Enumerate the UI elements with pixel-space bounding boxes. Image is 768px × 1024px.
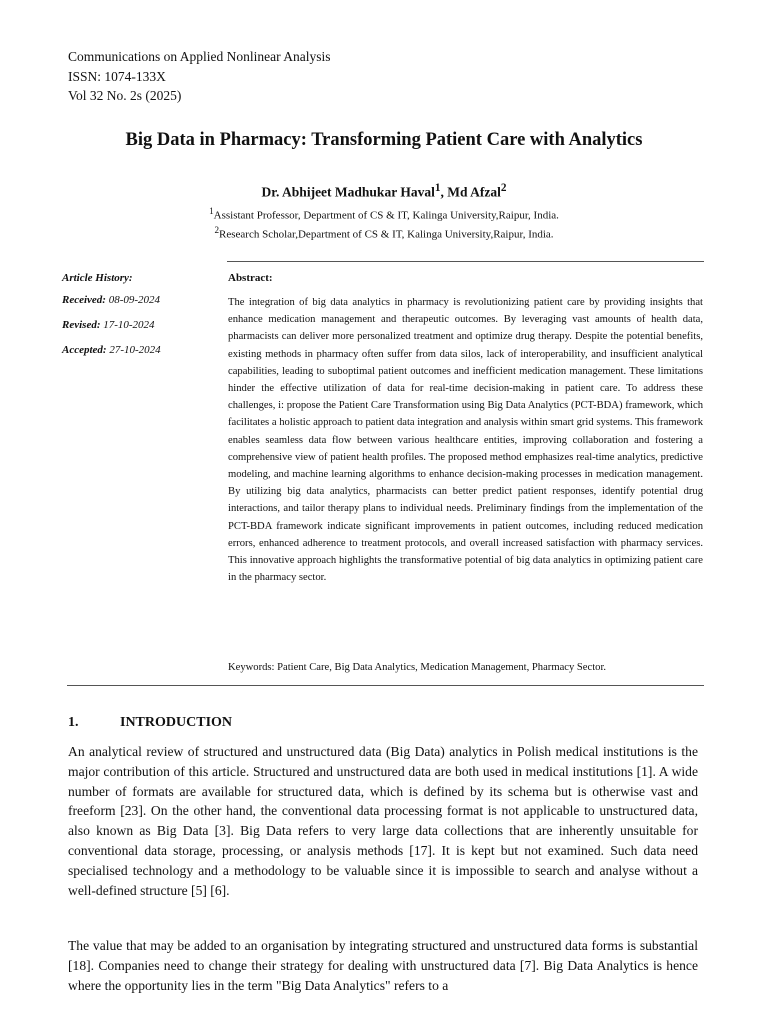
section-number: 1.: [68, 715, 79, 730]
history-received: [62, 294, 160, 306]
affiliation-2-mark: 2: [214, 225, 220, 235]
abstract-text: The integration of big data analytics in pharmacy is revolutionizing patient care by providing insights that enhance medication management and therapeutic outcomes. By leveraging vast amounts of health data, pharmacists can deliver more personalized treatment and optimize drug therapy. Despite the potential benefits, existing methods in pharmacy often suffer from data silos, lack of interoperability, and insufficient analytical capabilities, leading to suboptimal patient outcomes and inefficient medication management. These limitations hinder the effective utilization of data for real-time decision-making in patient care. To address these challenges, i: propose the Patient Care Transformation using Big Data Analytics (PCT-BDA) framework, which facilitates a holistic approach to patient data integration and analysis within smart grid systems. This framework enables seamless data flow between various healthcare entities, improving collaboration and fostering a comprehensive view of patient health profiles. The proposed method emphasizes real-time analytics, predictive modeling, and machine learning algorithms to enhance decision-making processes in medication management. By utilizing big data analytics, pharmacists can better predict patient responses, identify potential drug interactions, and tailor therapy plans to individual needs. Preliminary findings from the implementation of the PCT-BDA framework indicate significant improvements in patient outcomes, including reduced medication errors, enhanced adherence to treatment protocols, and overall increased satisfaction with pharmacy services. This innovative approach highlights the transformative potential of big data analytics in optimizing patient care in the pharmacy sector.: [228, 297, 703, 584]
paper-title: Big Data in Pharmacy: Transforming Patient Care with Analytics: [125, 130, 643, 150]
revised-label: Revised:: [62, 319, 101, 331]
received-date: 08-09-2024: [108, 294, 161, 306]
intro-paragraph-2: The value that may be added to an organisation by integrating structured and unstructured data forms is substantial [18]. Companies need to change their strategy for dealing with unstructured data [7]. Big Data Analytics is hence where the opportunity lies in the term "Big Data Analytics" refers to a: [68, 938, 698, 993]
revised-date: 17-10-2024: [103, 319, 155, 331]
received-label: Received:: [62, 294, 106, 306]
author-separator: ,: [440, 184, 448, 200]
section-title: INTRODUCTION: [120, 715, 233, 730]
journal-issn: ISSN: 1074-133X: [68, 68, 166, 84]
affiliation-2-text: Research Scholar,Department of CS & IT, Kalinga University,Raipur, India.: [219, 228, 554, 241]
author-2-mark: 2: [500, 182, 507, 194]
abstract-bottom-rule: [67, 685, 704, 686]
abstract-top-rule: [227, 261, 704, 262]
author-line: [40, 179, 728, 202]
journal-header: [68, 47, 330, 106]
abstract-heading: Abstract:: [228, 272, 273, 284]
accepted-label: Accepted:: [62, 344, 107, 356]
affiliation-1-text: Assistant Professor, Department of CS & IT, Kalinga University,Raipur, India.: [213, 209, 559, 222]
intro-paragraph-1: An analytical review of structured and unstructured data (Big Data) analytics in Polish medical institutions is the major contribution of this article. Structured and unstructured data are both used in medical institutions [1]. A wide number of formats are available for structured data, which is defined by its schema but is otherwise vast and freeform [23]. On the other hand, the conventional data processing format is not applicable to unstructured data, also known as Big Data [3]. Big Data refers to very large data collections that are inherently unsuitable for conventional data storage, processing, or analysis methods [17]. It is kept but not examined. Such data need specialised technology and a methodology to be valuable since it is impossible to search and analyse without a well-defined structure [5] [6].: [68, 744, 698, 898]
affiliation-2: [40, 223, 728, 242]
history-accepted: [62, 344, 161, 356]
journal-volume: Vol 32 No. 2s (2025): [68, 88, 182, 103]
history-revised: [62, 319, 155, 331]
accepted-date: 27-10-2024: [109, 344, 161, 356]
author-1-name: Dr. Abhijeet Madhukar Haval: [261, 184, 435, 200]
affiliation-1-mark: 1: [209, 206, 214, 216]
journal-name: Communications on Applied Nonlinear Analysis: [68, 49, 331, 64]
history-heading: Article History:: [62, 272, 133, 284]
keywords: Keywords: Patient Care, Big Data Analytics, Medication Management, Pharmacy Sector.: [228, 662, 607, 673]
affiliation-1: [40, 204, 728, 223]
author-1-mark: 1: [434, 182, 441, 194]
author-2-name: Md Afzal: [447, 184, 501, 200]
section-heading: [68, 715, 232, 731]
